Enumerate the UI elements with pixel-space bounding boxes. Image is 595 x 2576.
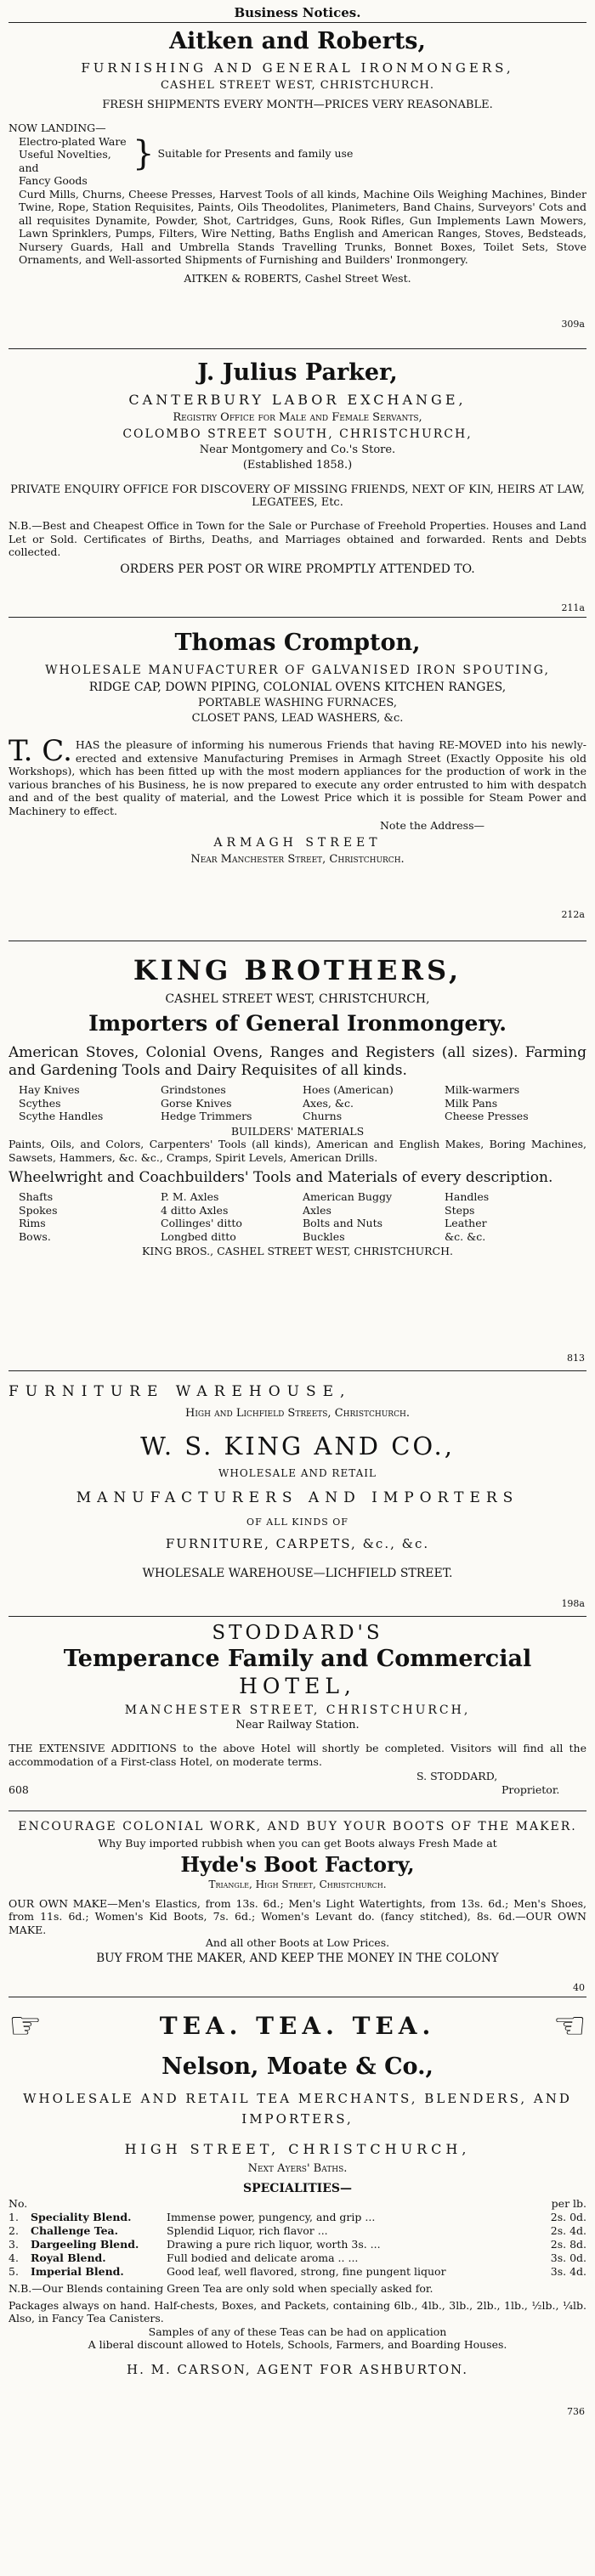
ad-line: CLOSET PANS, LEAD WASHERS, &c. [191, 712, 404, 725]
ad-line: CASHEL STREET WEST, CHRISTCHURCH, [165, 992, 430, 1006]
ad-body: Wheelwright and Coachbuilders' Tools and Materials of every description. [8, 1169, 553, 1186]
ad-line: WHOLESALE AND RETAIL TEA MERCHANTS, BLENDERS, AND IMPORTERS, [23, 2091, 572, 2127]
spec-no: 4. [8, 2251, 19, 2264]
spec-name: Challenge Tea. [31, 2224, 118, 2237]
item: Hay Knives [19, 1083, 80, 1096]
pointing-hand-left-icon: ☜ [552, 2004, 586, 2048]
ad-line: Note the Address— [379, 819, 484, 832]
ad-number: 198a [561, 1598, 585, 1609]
ad-title: Hyde's Boot Factory, [180, 1851, 415, 1877]
ad-footer: ORDERS PER POST OR WIRE PROMPTLY ATTENDED TO. [120, 562, 475, 576]
spec-desc: Full bodied and delicate aroma .. ... [167, 2251, 359, 2264]
item: Scythe Handles [19, 1110, 104, 1122]
signature: S. STODDARD, [416, 1770, 498, 1782]
ad-line: MANCHESTER STREET, CHRISTCHURCH, [124, 1703, 471, 1717]
ad-footer: BUY FROM THE MAKER, AND KEEP THE MONEY IN THE COLONY [96, 1951, 499, 1965]
brace-glyph: } [133, 133, 155, 173]
item-column [19, 1083, 161, 1123]
ad-title: Aitken and Roberts, [169, 28, 426, 54]
ad-title: W. S. KING AND CO., [140, 1432, 455, 1460]
ad-body: American Stoves, Colonial Ovens, Ranges and Registers (all sizes). Farming and Gardening Tools and Dairy Requisites of all kinds. [8, 1044, 586, 1079]
brace-block [19, 135, 586, 188]
ad-title: Temperance Family and Commercial [63, 1646, 532, 1672]
ad-stoddard-hotel [8, 1617, 586, 1811]
item: Hedge Trimmers [161, 1110, 252, 1122]
ad-line: CASHEL STREET WEST, CHRISTCHURCH. [161, 79, 434, 92]
item: Longbed ditto [161, 1229, 236, 1243]
item-columns [19, 1083, 586, 1123]
ad-title: KING BROTHERS, [133, 954, 462, 986]
ad-line: Near Manchester Street, Christchurch. [190, 852, 405, 866]
item: Scythes [19, 1096, 61, 1110]
spec-no: 5. [8, 2265, 19, 2278]
ad-body: Curd Mills, Churns, Cheese Presses, Harvest Tools of all kinds, Machine Oils Weighing Machines, Binder Twine, Rope, Station Requisites, Paints, Oils Theodolites, Planimeters, Band Chains, Surveyors' Cots and all requisites Dynamite, Powder, Shot, Cartridges, Guns, Rook Rifles, Gun Implements Lawn Mowers, Lawn Sprinklers, Pumps, Filters, Wire Netting, Baths English and American Ranges, Stoves, Bedsteads, Nursery Guards, Hall and Umbrella Stands Travelling Trunks, Bonnet Boxes, Toilet Sets, Stove Ornaments, and Well-assorted Shipments of Furnishing and Builders' Ironmongery. [19, 187, 586, 266]
ad-number: 212a [561, 909, 585, 920]
spec-desc: Immense power, pungency, and grip ... [167, 2211, 376, 2223]
item-column [161, 1190, 303, 1243]
ad-title: STODDARD'S [212, 1622, 383, 1644]
ad-body: N.B.—Best and Cheapest Office in Town for the Sale or Purchase of Freehold Properties. Houses and Land Let or Sold. Certificates of Births, Deaths, and Marriages obtained and forwarded. Rents and Debts collected. [8, 519, 586, 558]
sig-row [8, 1783, 586, 1797]
item: Leather [445, 1217, 487, 1229]
spec-heading: SPECIALITIES— [242, 2182, 352, 2195]
spec-price: 2s. 0d. [550, 2211, 586, 2223]
ad-body: THE EXTENSIVE ADDITIONS to the above Hotel will shortly be completed. Visitors will find all the accommodation of a First-class Hotel, on moderate terms. [8, 1742, 586, 1768]
item-column [445, 1083, 586, 1123]
spec-desc: Drawing a pure rich liquor, worth 3s. ... [167, 2238, 381, 2251]
ad-line: High and Lichfield Streets, Christchurch. [185, 1407, 410, 1420]
ad-number: 813 [567, 1353, 585, 1364]
ad-line: And all other Boots at Low Prices. [205, 1936, 390, 1949]
brace-item: Electro-plated Ware [19, 134, 127, 148]
ad-number: 211a [561, 602, 585, 613]
item: Bolts and Nuts [303, 1217, 383, 1229]
spec-row [8, 2211, 586, 2224]
item: Milk Pans [445, 1096, 498, 1110]
ad-line: PRIVATE ENQUIRY OFFICE FOR DISCOVERY OF MISSING FRIENDS, NEXT OF KIN, HEIRS AT LAW, LEGATEES, Etc. [10, 483, 585, 509]
proprietor: Proprietor. [502, 1782, 560, 1796]
ad-footer: H. M. CARSON, AGENT FOR ASHBURTON. [127, 2361, 468, 2377]
ad-line: Next Ayers' Baths. [247, 2162, 348, 2175]
spec-no: 2. [8, 2224, 19, 2237]
ad-thomas-crompton [8, 618, 586, 941]
ad-footer: AITKEN & ROBERTS, Cashel Street West. [184, 271, 411, 285]
dropcap: T. C. [8, 734, 72, 768]
ad-aitken-roberts [8, 23, 586, 349]
spec-header-row [8, 2197, 586, 2211]
ad-julius-parker [8, 349, 586, 618]
ad-number: 309a [561, 319, 585, 330]
ad-line: N.B.—Our Blends containing Green Tea are only sold when specially asked for. [8, 2282, 434, 2295]
ad-line: FURNISHING AND GENERAL IRONMONGERS, [81, 60, 514, 76]
pointing-hand-right-icon: ☞ [8, 2004, 42, 2048]
spec-row [8, 2238, 586, 2251]
item: Grindstones [161, 1083, 226, 1096]
ad-footer: WHOLESALE WAREHOUSE—LICHFIELD STREET. [142, 1567, 453, 1580]
tea-banner [8, 2004, 586, 2048]
ad-line: HIGH STREET, CHRISTCHURCH, [124, 2141, 471, 2157]
item: Steps [445, 1203, 475, 1217]
ad-line: ARMAGH STREET [213, 835, 382, 850]
item: Milk-warmers [445, 1083, 520, 1096]
ad-line: Near Montgomery and Co.'s Store. [199, 443, 396, 456]
ad-ws-king [8, 1371, 586, 1617]
ad-line: FURNITURE WAREHOUSE, [8, 1383, 352, 1400]
item: Spokes [19, 1203, 58, 1217]
item: Shafts [19, 1190, 54, 1203]
spec-row [8, 2251, 586, 2265]
item: Axes, &c. [303, 1096, 354, 1110]
ad-line: OF ALL KINDS OF [246, 1517, 348, 1528]
tea-heading: TEA. TEA. TEA. [159, 2012, 436, 2040]
item: P. M. Axles [161, 1190, 219, 1203]
ad-line: MANUFACTURERS AND IMPORTERS [76, 1489, 519, 1506]
item: 4 ditto Axles [161, 1203, 229, 1217]
item-column [303, 1083, 445, 1123]
ad-number: 736 [567, 2406, 585, 2417]
ad-hyde-boot-factory [8, 1811, 586, 1997]
ad-title: Thomas Crompton, [174, 630, 421, 656]
ad-king-brothers [8, 941, 586, 1371]
ad-title: J. Julius Parker, [197, 359, 398, 386]
ad-line: BUILDERS' MATERIALS [230, 1124, 365, 1138]
item: Gorse Knives [161, 1096, 232, 1110]
ad-line: Why Buy imported rubbish when you can get Boots always Fresh Made at [98, 1837, 497, 1850]
spec-name: Royal Blend. [31, 2251, 106, 2264]
ad-line: WHOLESALE MANUFACTURER OF GALVANISED IRON SPOUTING, [45, 664, 550, 677]
item: Buckles [303, 1229, 345, 1243]
item-column [19, 1190, 161, 1243]
ad-line: PORTABLE WASHING FURNACES, [197, 697, 398, 709]
item: &c. &c. [445, 1229, 486, 1243]
spec-price-label: per lb. [551, 2197, 586, 2210]
item: Handles [445, 1190, 490, 1203]
ad-number: 608 [8, 1782, 29, 1796]
ad-title: Nelson, Moate & Co., [162, 2053, 434, 2080]
item-column [161, 1083, 303, 1123]
ad-line: NOW LANDING— [8, 121, 106, 134]
page-header: Business Notices. [8, 0, 586, 23]
ad-line: ENCOURAGE COLONIAL WORK, AND BUY YOUR BOOTS OF THE MAKER. [18, 1820, 577, 1833]
ad-number: 40 [573, 1982, 585, 1993]
spec-row [8, 2224, 586, 2238]
item-column [445, 1190, 586, 1243]
ad-line: CANTERBURY LABOR EXCHANGE, [128, 392, 467, 408]
spec-no: 3. [8, 2238, 19, 2251]
ad-line: Samples of any of these Teas can be had on application [148, 2325, 447, 2338]
spec-desc: Splendid Liquor, rich flavor ... [167, 2224, 328, 2237]
item: Collinges' ditto [161, 1217, 242, 1229]
brace-text: Suitable for Presents and family use [157, 146, 354, 160]
item: Rims [19, 1217, 46, 1229]
item: Churns [303, 1110, 343, 1122]
spec-price: 3s. 4d. [550, 2265, 586, 2278]
item: Bows. [19, 1229, 51, 1243]
spec-no-label: No. [8, 2197, 28, 2210]
ad-line: A liberal discount allowed to Hotels, Schools, Farmers, and Boarding Houses. [88, 2338, 507, 2351]
ad-line: WHOLESALE AND RETAIL [218, 1467, 377, 1479]
ad-line: Triangle, High Street, Christchurch. [208, 1878, 387, 1890]
ad-line: FURNITURE, CARPETS, &c., &c. [165, 1536, 430, 1551]
ad-nelson-moate [8, 1997, 586, 2417]
ad-line: COLOMBO STREET SOUTH, CHRISTCHURCH, [122, 427, 473, 441]
spec-no: 1. [8, 2211, 19, 2223]
brace-item: Useful Novelties, and [19, 148, 111, 174]
spec-name: Speciality Blend. [31, 2211, 132, 2223]
ad-line: (Established 1858.) [242, 459, 353, 472]
item: Hoes (American) [303, 1083, 394, 1096]
spec-name: Dargeeling Blend. [31, 2238, 139, 2251]
brace-item: Fancy Goods [19, 174, 88, 187]
item-column [303, 1190, 445, 1243]
ad-line: Registry Office for Male and Female Servants, [173, 411, 422, 424]
spec-desc: Good leaf, well flavored, strong, fine pungent liquor [167, 2265, 446, 2278]
sig-row [8, 1770, 586, 1783]
ad-body: HAS the pleasure of informing his numerous Friends that having RE-MOVED into his newly-erected and extensive Manufacturing Premises in Armagh Street (Exactly Opposite his old Workshops), which has been fitted up with the most modern appliances for the production of work in the various branches of his Business, he is now prepared to execute any order entrusted to him with despatch and and of the best quality of material, and the Lowest Price which it is possible for Steam Power and Machinery to effect. [8, 738, 586, 817]
ad-body: OUR OWN MAKE—Men's Elastics, from 13s. 6d.; Men's Light Watertights, from 13s. 6d.; Men's Shoes, from 11s. 6d.; Women's Kid Boots, 7s. 6d.; Women's Levant do. (fancy stitched), 8s. 6d.—OUR OWN MAKE. [8, 1896, 586, 1936]
spec-row [8, 2265, 586, 2279]
ad-title: HOTEL, [239, 1674, 356, 1698]
item: Cheese Presses [445, 1110, 529, 1122]
item-columns [19, 1190, 586, 1243]
spec-name: Imperial Blend. [31, 2265, 124, 2278]
ad-line: RIDGE CAP, DOWN PIPING, COLONIAL OVENS KITCHEN RANGES, [88, 681, 507, 694]
ad-body: Paints, Oils, and Colors, Carpenters' Tools (all kinds), American and English Makes, Boring Machines, Sawsets, Hammers, &c. &c., Cramps, Spirit Levels, American Drills. [8, 1138, 586, 1164]
item: American Buggy [303, 1190, 393, 1203]
ad-line: FRESH SHIPMENTS EVERY MONTH—PRICES VERY REASONABLE. [102, 99, 493, 111]
ad-footer: KING BROS., CASHEL STREET WEST, CHRISTCHURCH. [142, 1245, 453, 1257]
ad-body-block [8, 734, 586, 817]
spec-price: 2s. 4d. [550, 2224, 586, 2237]
ad-line: Near Railway Station. [235, 1719, 360, 1731]
ad-body: Packages always on hand. Half-chests, Boxes, and Packets, containing 6lb., 4lb., 3lb., 2lb., 1lb., ½lb., ¼lb. Also, in Fancy Tea Canisters. [8, 2298, 586, 2325]
spec-price: 2s. 8d. [550, 2238, 586, 2251]
spec-price: 3s. 0d. [550, 2251, 586, 2264]
item: Axles [303, 1203, 332, 1217]
ad-subtitle: Importers of General Ironmongery. [88, 1011, 507, 1036]
